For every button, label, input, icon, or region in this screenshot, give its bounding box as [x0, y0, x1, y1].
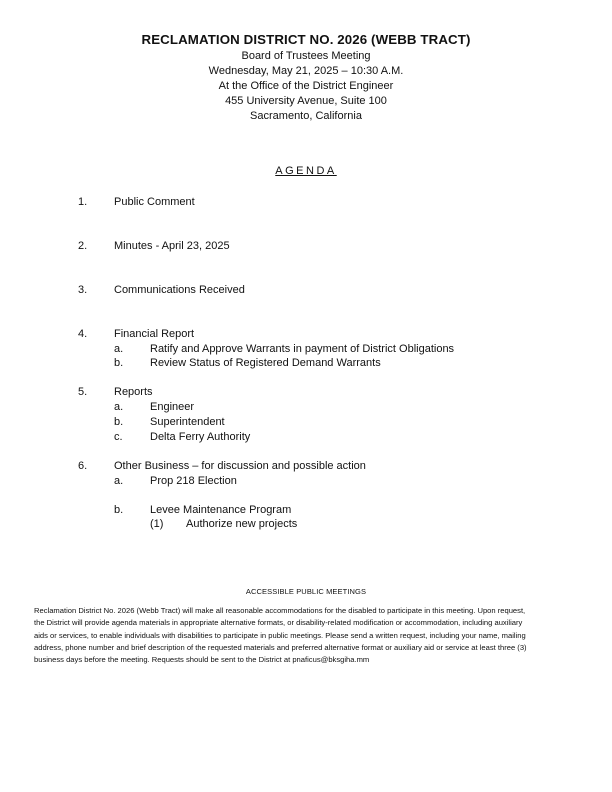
meeting-address: 455 University Avenue, Suite 100: [225, 95, 387, 107]
notice-line: address, phone number and brief description of the requested materials and preferred alternative format or auxiliary aid or service at least three (3): [34, 642, 527, 652]
item-number: 3.: [78, 284, 88, 296]
notice-line: aids or services, to enable individuals with disabilities to participate in public meetings. Please send a written request, including your name, mailing: [34, 630, 526, 640]
subitem-letter: a.: [114, 475, 124, 487]
subitem-superintendent: Superintendent: [150, 416, 225, 428]
subitem-engineer: Engineer: [150, 401, 195, 413]
subitem-prop-218: Prop 218 Election: [150, 475, 237, 487]
subitem-letter: c.: [114, 431, 123, 443]
item-number: 4.: [78, 328, 88, 340]
subitem-ratify-warrants: Ratify and Approve Warrants in payment of District Obligations: [150, 343, 455, 355]
subitem-levee-maintenance: Levee Maintenance Program: [150, 504, 292, 516]
accessibility-heading: ACCESSIBLE PUBLIC MEETINGS: [245, 587, 367, 596]
notice-line: Reclamation District No. 2026 (Webb Tract) will make all reasonable accommodations for the disabled to participate in this meeting. Upon request,: [34, 606, 526, 615]
subitem-letter: b.: [114, 416, 124, 428]
meeting-datetime: Wednesday, May 21, 2025 – 10:30 A.M.: [208, 65, 404, 77]
document-header: [0, 31, 612, 124]
agenda-item-minutes: Minutes - April 23, 2025: [114, 240, 230, 252]
item-number: 6.: [78, 460, 88, 472]
agenda-item-financial-report: Financial Report: [114, 328, 195, 340]
subitem-letter: b.: [114, 504, 124, 516]
subitem-letter: a.: [114, 343, 124, 355]
subitem-review-warrants: Review Status of Registered Demand Warrants: [150, 357, 381, 369]
subitem-letter: a.: [114, 401, 124, 413]
accessibility-notice: [34, 605, 600, 666]
subsubitem-number: (1): [150, 518, 164, 530]
subitem-letter: b.: [114, 357, 124, 369]
item-number: 5.: [78, 386, 88, 398]
meeting-city: Sacramento, California: [250, 110, 362, 122]
agenda-heading: AGENDA: [275, 165, 337, 177]
subitem-delta-ferry: Delta Ferry Authority: [150, 431, 251, 443]
agenda-item-other-business: Other Business – for discussion and possible action: [114, 460, 366, 472]
meeting-location: At the Office of the District Engineer: [218, 80, 394, 92]
notice-line: the District will provide agenda materials in appropriate alternative formats, or disability-related modification or accommodation, including auxiliary: [34, 618, 523, 628]
notice-line: business days before the meeting. Requests should be sent to the District at pnaficus@bksgiha.mm: [34, 655, 370, 665]
subsubitem-authorize-projects: Authorize new projects: [186, 518, 298, 530]
meeting-name: Board of Trustees Meeting: [241, 50, 371, 62]
agenda-item-public-comment: Public Comment: [114, 196, 195, 208]
district-title: RECLAMATION DISTRICT NO. 2026 (WEBB TRACT): [141, 32, 471, 47]
agenda-item-reports: Reports: [114, 386, 153, 398]
agenda-item-communications: Communications Received: [114, 284, 245, 296]
item-number: 1.: [78, 196, 88, 208]
item-number: 2.: [78, 240, 88, 252]
